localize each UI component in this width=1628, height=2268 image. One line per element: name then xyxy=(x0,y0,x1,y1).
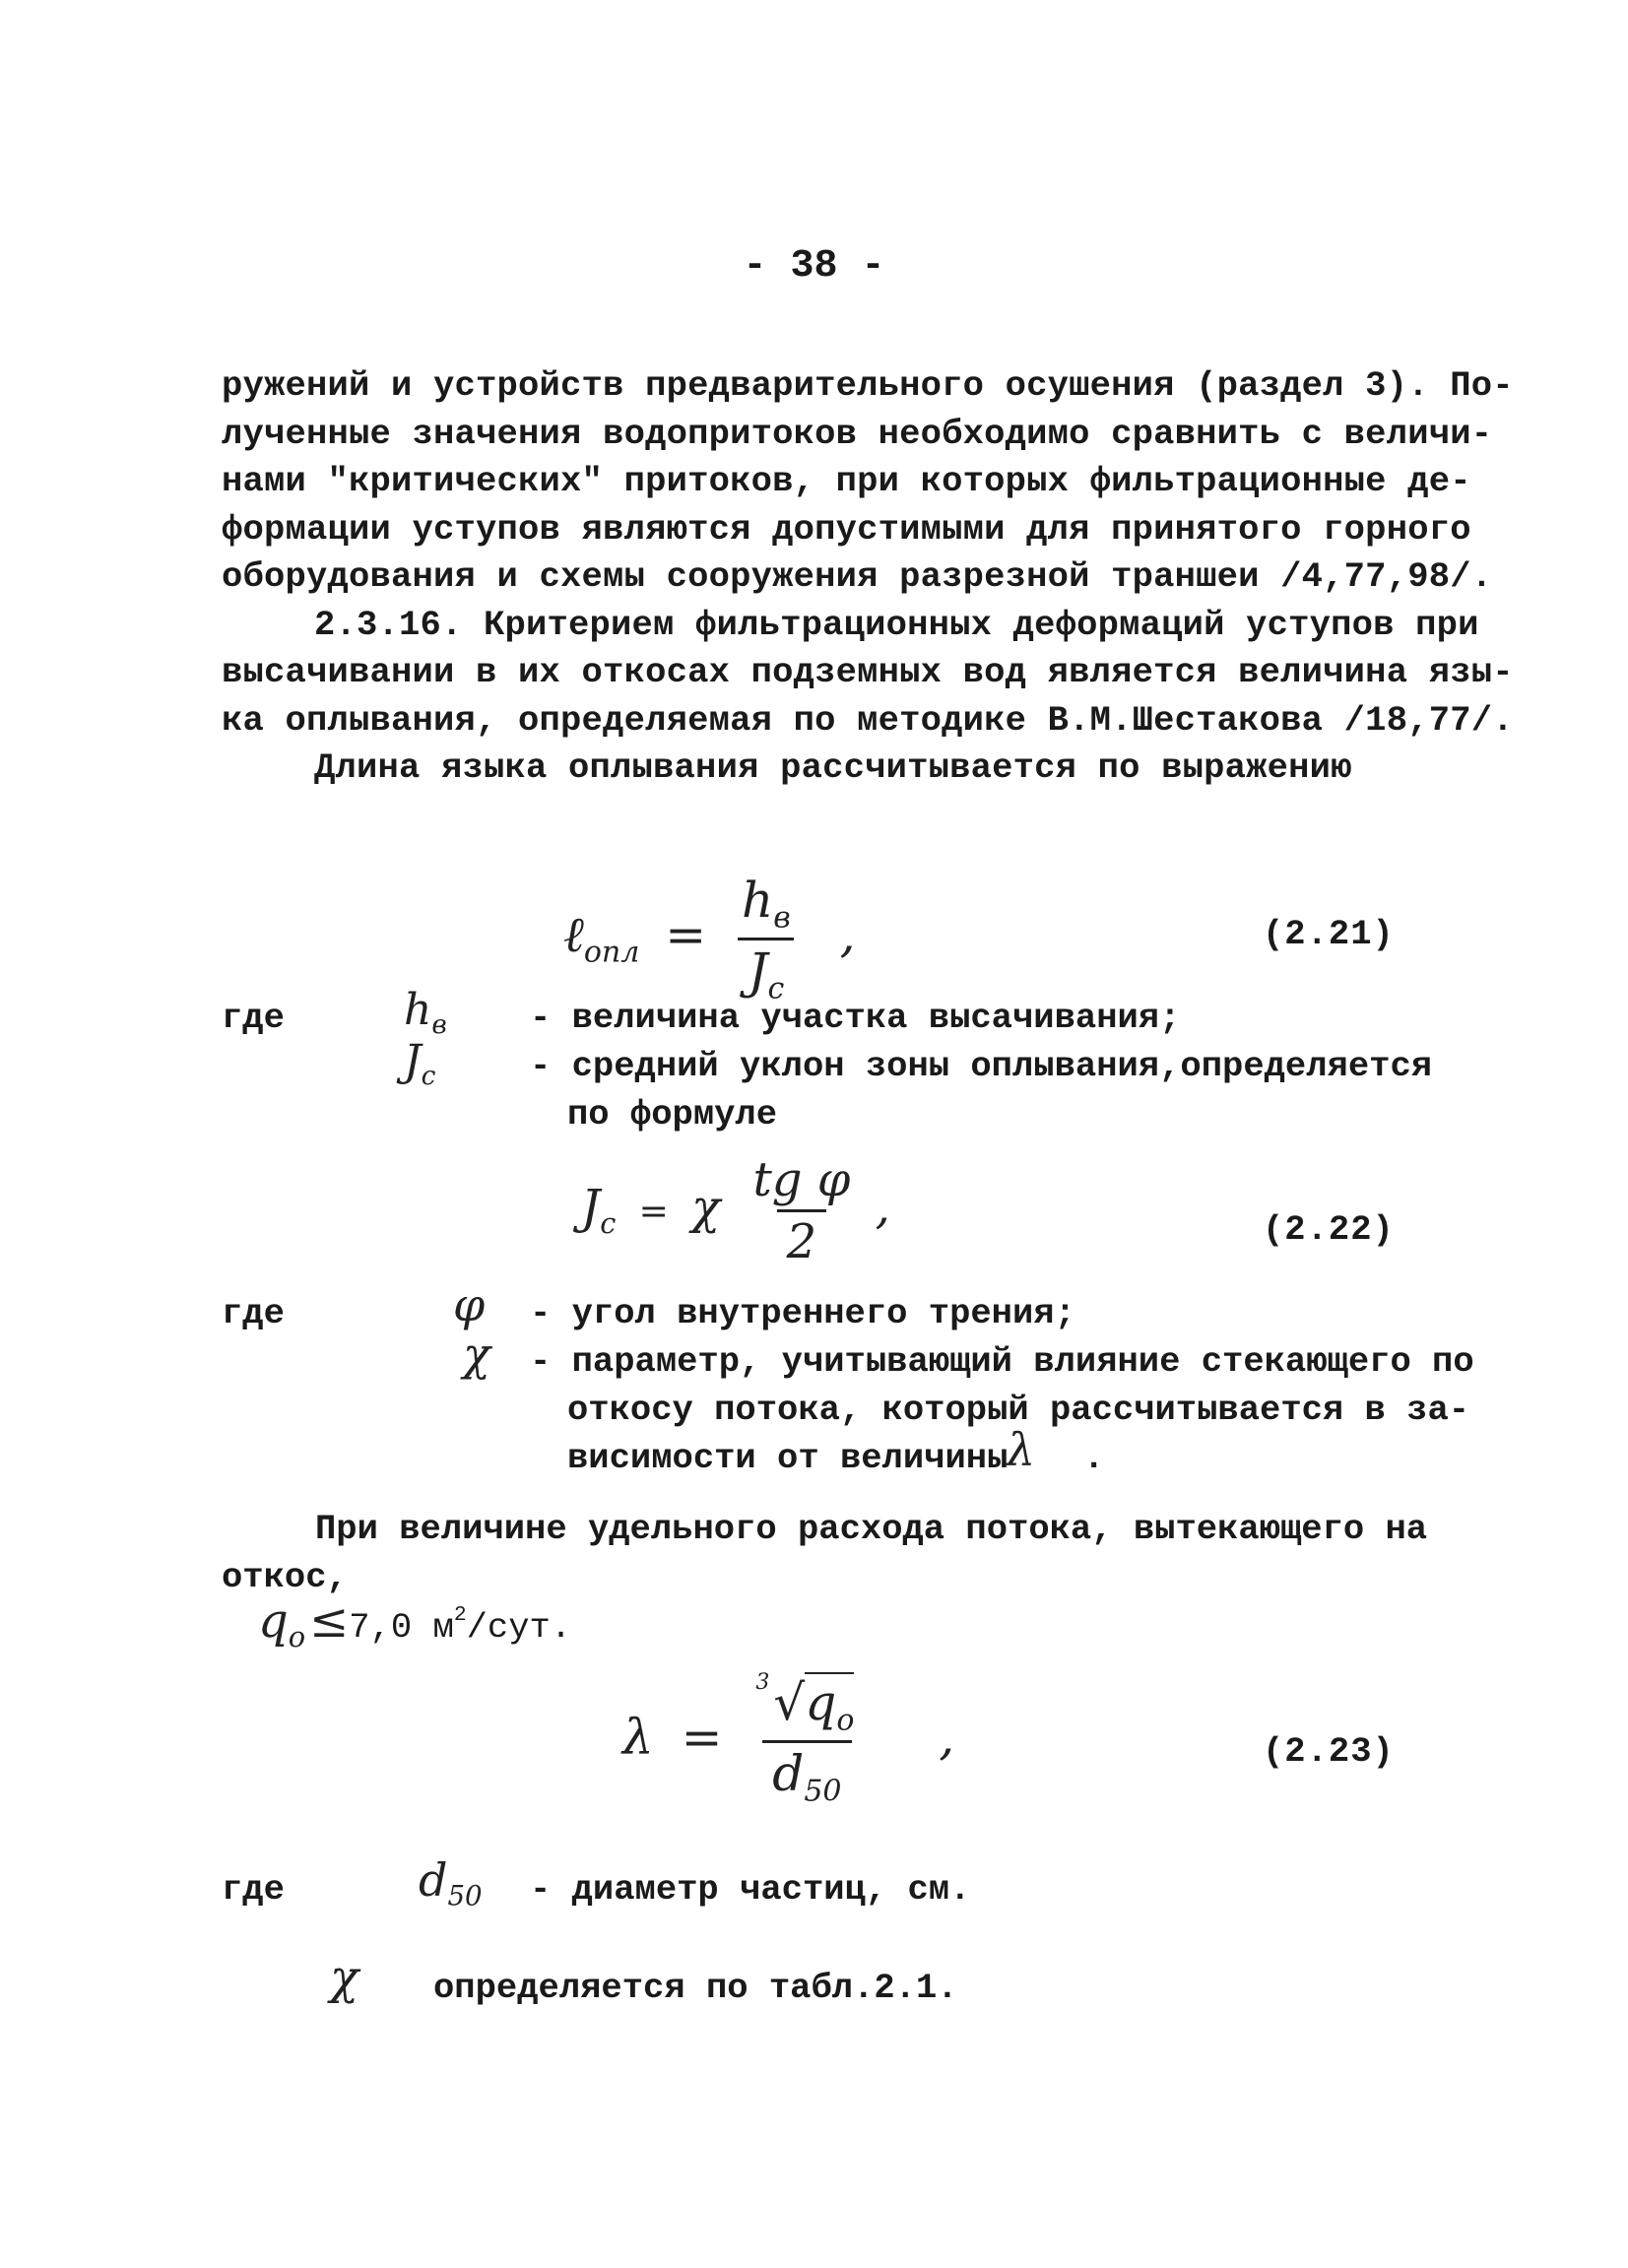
chi-symbol: χ xyxy=(463,1328,490,1381)
formula-2-23: λ = 3 $√q_o$ $d_{50}$ , xyxy=(622,1670,955,1808)
text-line: нами "критических" притоков, при которых фильтрационные де- xyxy=(222,461,1471,501)
fraction: $\frac{\text{tg φ}}{2}$ xyxy=(752,1152,851,1269)
lambda-symbol: λ xyxy=(1007,1423,1036,1476)
text-line: лученные значения водопритоков необходимо сравнить с величи- xyxy=(222,413,1493,454)
text-line: оборудования и схемы сооружения разрезной траншеи /4,77,98/. xyxy=(222,556,1493,597)
equation-number: (2.22) xyxy=(1263,1209,1395,1250)
fraction: 3 $√q_o$ $d_{50}$ xyxy=(755,1670,855,1808)
formula-2-22: $J_c = \chi$ $\frac{\text{tg φ}}{2}$ , xyxy=(581,1152,890,1269)
text-line: ружений и устройств предварительного осушения (раздел 3). По- xyxy=(222,365,1514,406)
where-label: где xyxy=(222,998,285,1038)
text-line: ка оплывания, определяемая по методике В.М.Шестакова /18,77/. xyxy=(222,699,1514,741)
condition-text: При величине удельного расхода потока, вытекающего на xyxy=(315,1509,1428,1549)
symbol-h-v: $h_в$ xyxy=(404,985,447,1041)
chi-symbol: χ xyxy=(330,1950,359,2005)
definition-text: - величина участка высачивания; xyxy=(530,998,1181,1038)
definition-continuation: висимости от величины xyxy=(567,1438,1009,1478)
condition-text: откос, xyxy=(222,1557,348,1597)
definition-text: - диаметр частиц, см. xyxy=(530,1869,971,1910)
definition-text: - угол внутреннего трения; xyxy=(530,1293,1075,1333)
text-line: формации уступов являются допустимыми для принятого горного xyxy=(222,508,1471,550)
text-line: 2.3.16. Критерием фильтрационных деформаций уступов при xyxy=(314,604,1479,645)
formula-2-21: ℓ$_{опл}$ = $\frac{h_в}{J_c}$ , xyxy=(563,872,856,1005)
where-label: где xyxy=(222,1293,285,1333)
fraction: $\frac{h_в}{J_c}$ xyxy=(732,872,801,1005)
period: . xyxy=(1083,1438,1105,1478)
where-label: где xyxy=(222,1869,285,1910)
page-number: - 38 - xyxy=(743,244,885,289)
equation-number: (2.23) xyxy=(1263,1731,1395,1772)
text-line: высачивании в их откосах подземных вод является величина язы- xyxy=(222,652,1514,692)
definition-text: - параметр, учитывающий влияние стекающего по xyxy=(530,1341,1474,1382)
text-line: Длина языка оплывания рассчитывается по выражению xyxy=(314,747,1352,788)
body-paragraph xyxy=(222,362,1514,793)
definition-continuation: откосу потока, который рассчитывается в за- xyxy=(567,1390,1470,1430)
definition-text: - средний уклон зоны оплывания,определяется xyxy=(530,1046,1433,1086)
condition-inequality: $q_o\le 7,0$ $м^2$/сут. xyxy=(258,1593,572,1654)
equation-number: (2.21) xyxy=(1263,914,1395,954)
symbol-j-c: $J_c$ xyxy=(404,1036,436,1092)
phi-symbol: φ xyxy=(453,1278,486,1331)
final-text: определяется по табл.2.1. xyxy=(433,1968,958,2008)
definition-continuation: по формуле xyxy=(567,1094,778,1134)
d50-symbol: $d_{50}$ xyxy=(419,1853,483,1912)
